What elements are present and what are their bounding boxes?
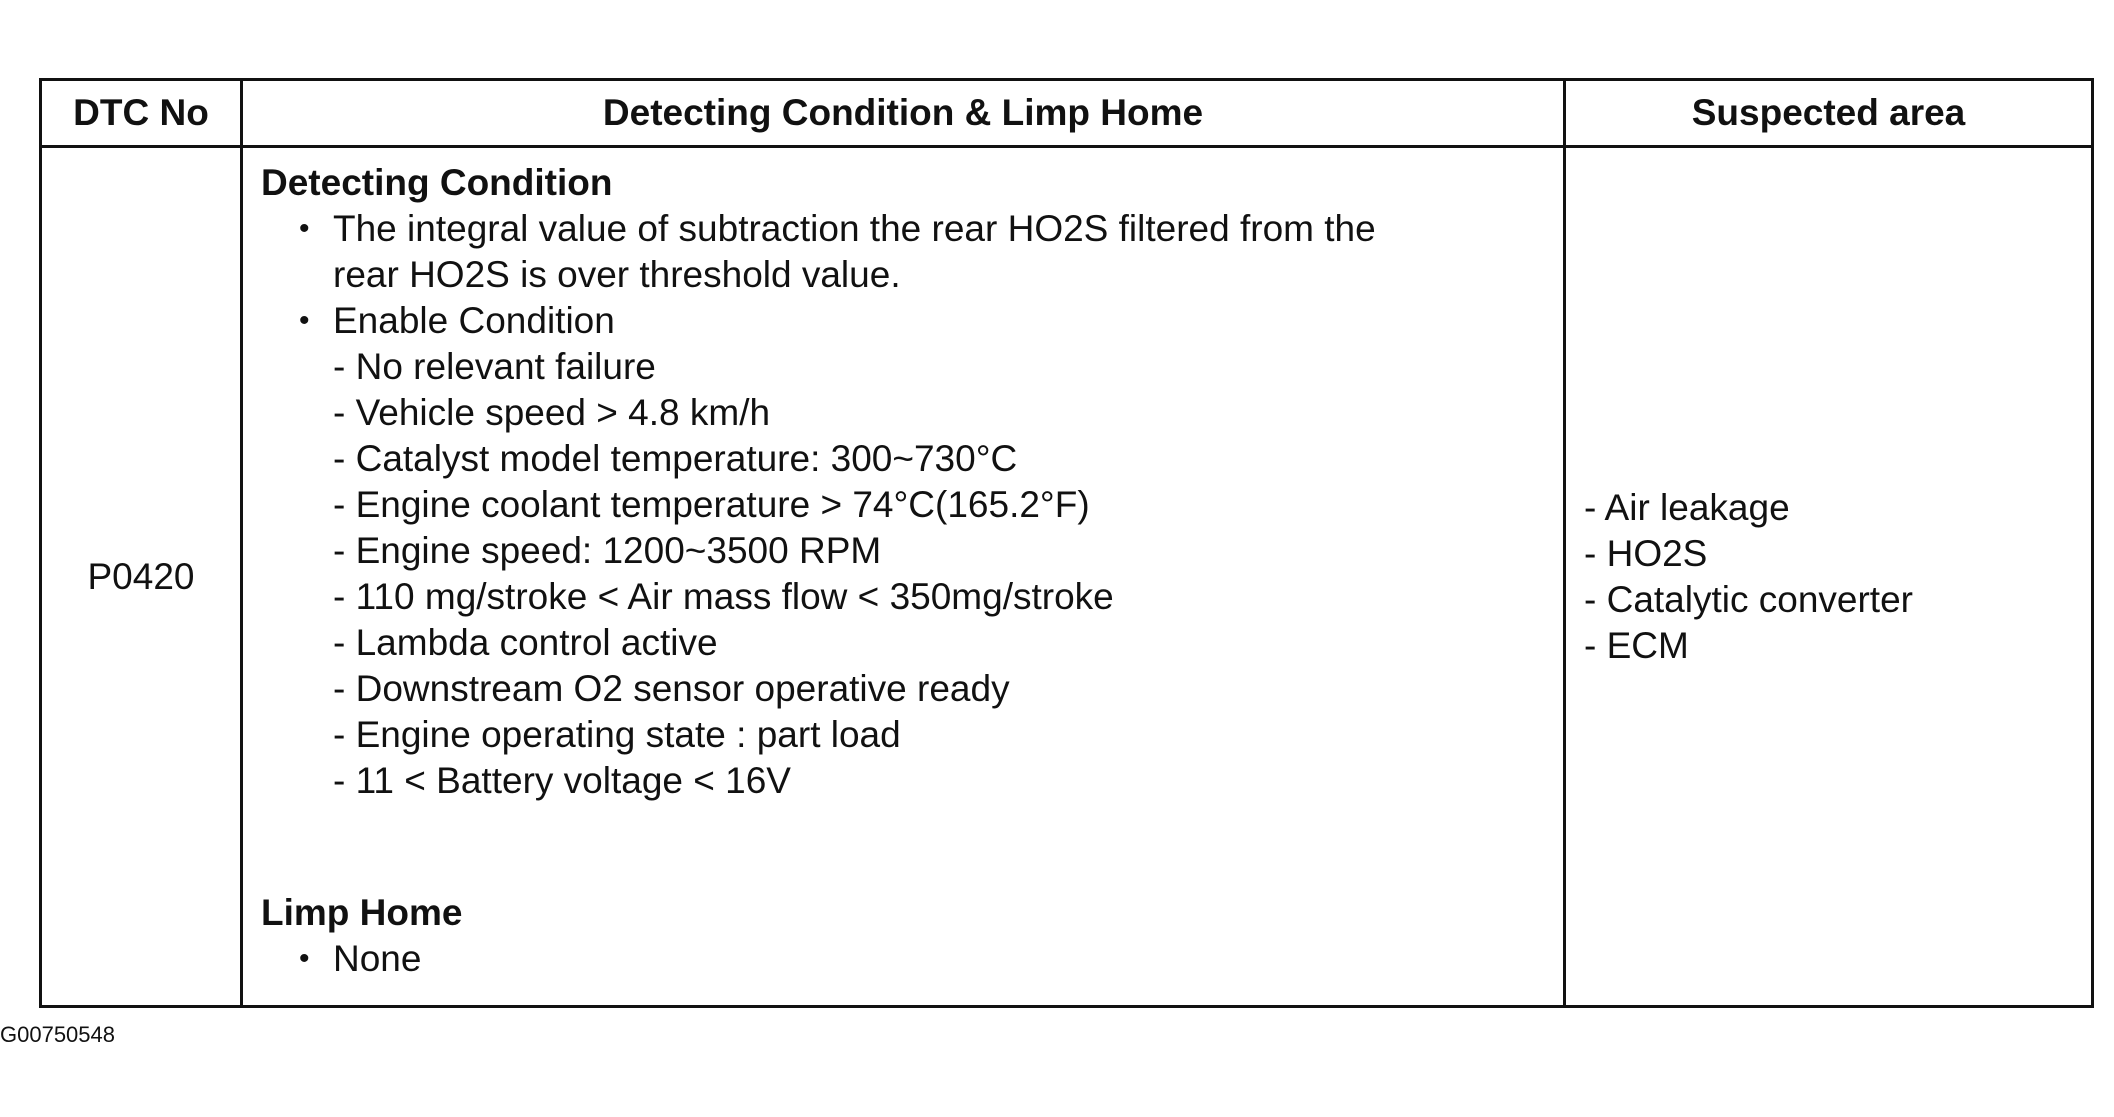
- bullet-dot-icon: •: [299, 212, 310, 245]
- suspected-area-item: - HO2S: [1584, 532, 1708, 574]
- condition-bullet-1-text: The integral value of subtraction the rear HO2S filtered from the rear HO2S is over threshold value.: [333, 208, 1376, 295]
- limp-home-bullet-text: None: [333, 938, 422, 979]
- enable-item: - 110 mg/stroke < Air mass flow < 350mg/stroke: [333, 576, 1114, 617]
- enable-item: - Vehicle speed > 4.8 km/h: [333, 392, 771, 433]
- header-suspected-area: Suspected area: [1565, 80, 2093, 147]
- header-dtc-no: DTC No: [41, 80, 242, 147]
- condition-bullet-2: [261, 298, 1563, 344]
- limp-home-title: Limp Home: [261, 892, 463, 933]
- suspected-area-item: - Air leakage: [1584, 486, 1790, 528]
- enable-item: - Engine operating state : part load: [333, 714, 901, 755]
- limp-home-block: [261, 890, 462, 982]
- enable-item: - Engine speed: 1200~3500 RPM: [333, 530, 882, 571]
- condition-bullet-1: [261, 206, 1563, 298]
- enable-item: - Downstream O2 sensor operative ready: [333, 668, 1010, 709]
- table-header-row: [41, 80, 2093, 147]
- suspected-area-item: - Catalytic converter: [1584, 578, 1913, 620]
- suspected-area-item: - ECM: [1584, 624, 1689, 666]
- dtc-table: [39, 78, 2094, 1008]
- dtc-code: P0420: [87, 555, 195, 597]
- detecting-condition-title: Detecting Condition: [261, 162, 613, 203]
- condition-cell: [242, 147, 1565, 1007]
- bullet-dot-icon: •: [299, 304, 310, 337]
- header-detecting-condition: Detecting Condition & Limp Home: [242, 80, 1565, 147]
- enable-item: - Engine coolant temperature > 74°C(165.2°F): [333, 484, 1090, 525]
- bullet-dot-icon: •: [299, 942, 310, 975]
- limp-home-bullet: [261, 936, 462, 982]
- suspected-area-list: [1566, 485, 2091, 669]
- enable-item: - Lambda control active: [333, 622, 718, 663]
- enable-item: - Catalyst model temperature: 300~730°C: [333, 438, 1018, 479]
- enable-item: - 11 < Battery voltage < 16V: [333, 760, 791, 801]
- dtc-code-cell: [41, 147, 242, 1007]
- condition-bullet-2-text: Enable Condition: [333, 300, 615, 341]
- table-row: [41, 147, 2093, 1007]
- enable-item: - No relevant failure: [333, 346, 656, 387]
- suspected-area-cell: [1565, 147, 2093, 1007]
- figure-id: G00750548: [0, 1022, 115, 1047]
